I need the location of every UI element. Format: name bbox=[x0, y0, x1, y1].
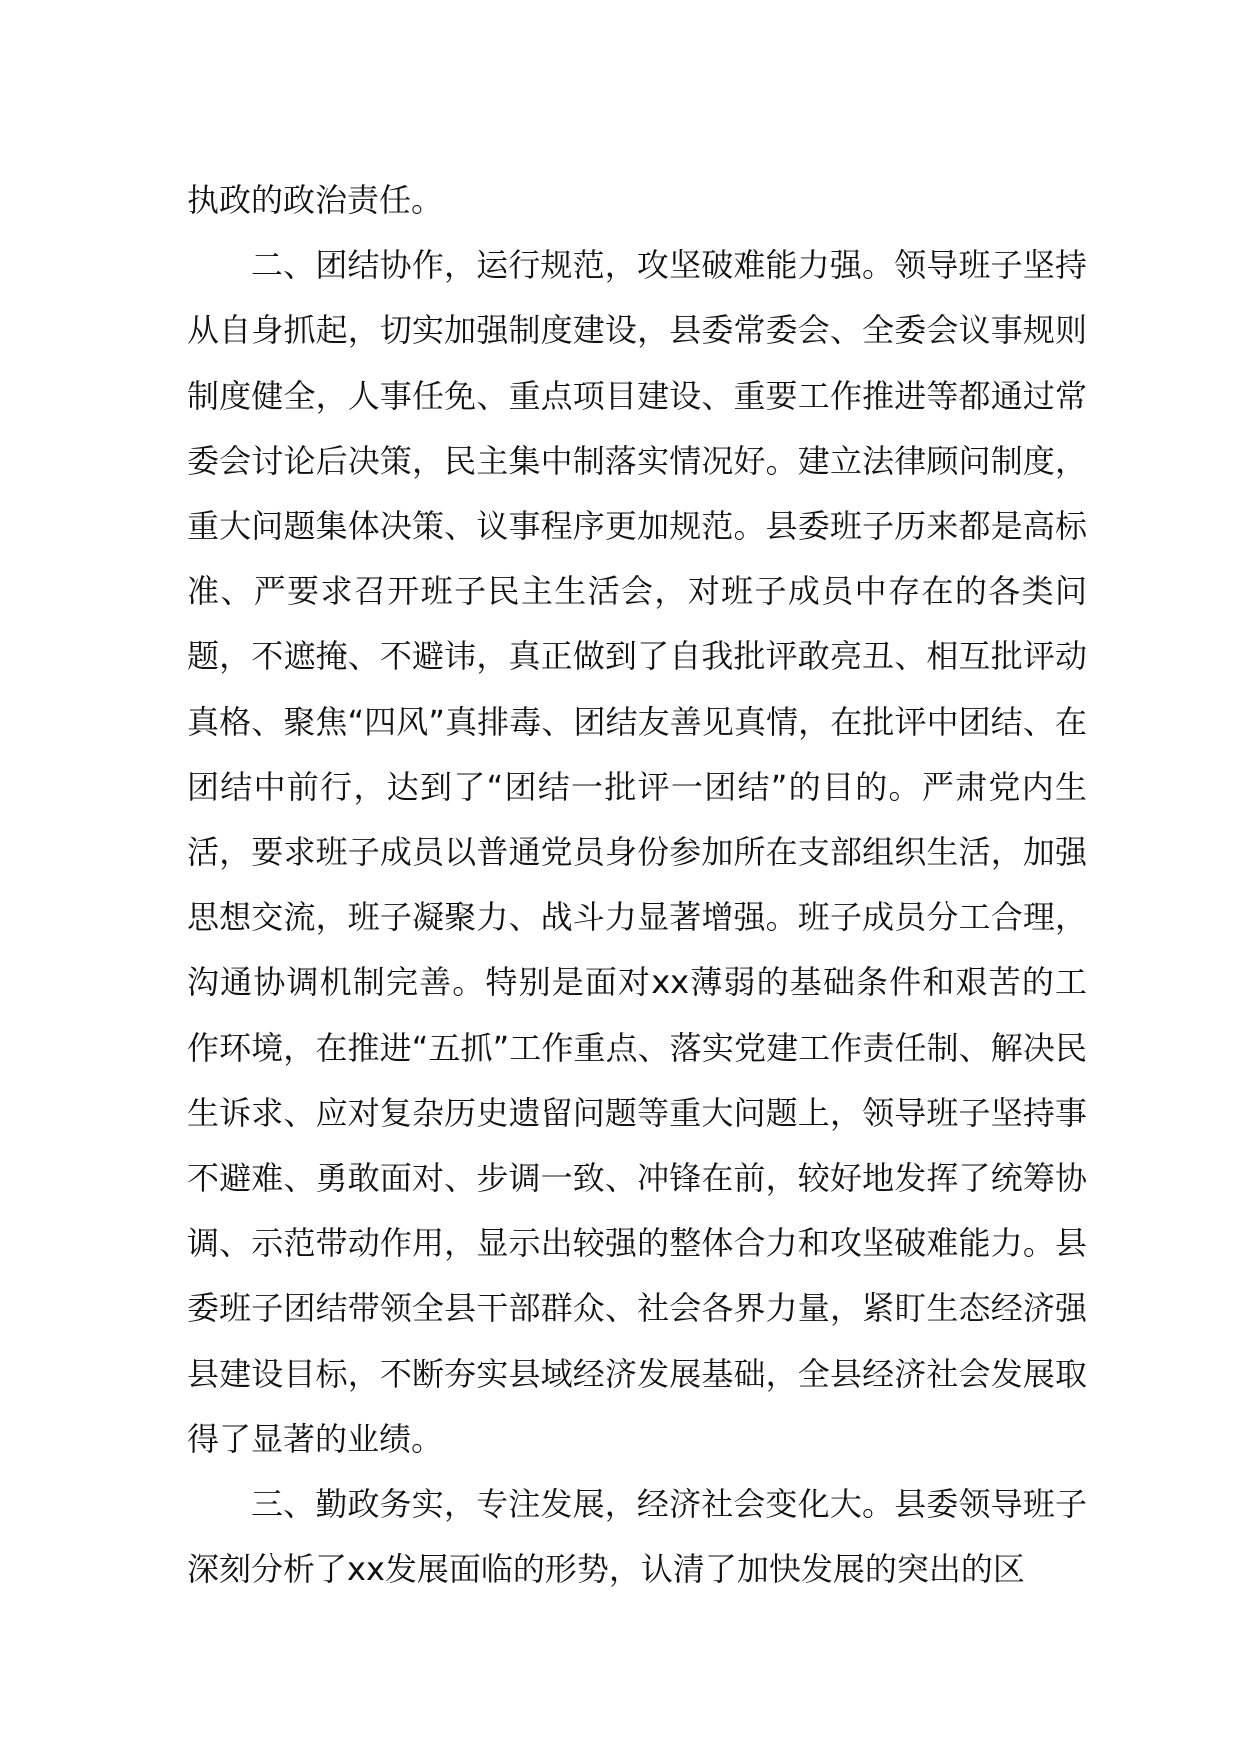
document-body bbox=[187, 168, 1087, 1602]
paragraph-section-two: 二、团结协作，运行规范，攻坚破难能力强。领导班子坚持从自身抓起，切实加强制度建设，县委常委会、全委会议事规则制度健全，人事任免、重点项目建设、重要工作推进等都通过常委会讨论后决策，民主集中制落实情况好。建立法律顾问制度，重大问题集体决策、议事程序更加规范。县委班子历来都是高标准、严要求召开班子民主生活会，对班子成员中存在的各类问题，不遮掩、不避讳，真正做到了自我批评敢亮丑、相互批评动真格、聚焦“四风”真排毒、团结友善见真情，在批评中团结、在团结中前行，达到了“团结一批评一团结”的目的。严肃党内生活，要求班子成员以普通党员身份参加所在支部组织生活，加强思想交流，班子凝聚力、战斗力显著增强。班子成员分工合理，沟通协调机制完善。特别是面对xx薄弱的基础条件和艰苦的工作环境，在推进“五抓”工作重点、落实党建工作责任制、解决民生诉求、应对复杂历史遗留问题等重大问题上，领导班子坚持事不避难、勇敢面对、步调一致、冲锋在前，较好地发挥了统筹协调、示范带动作用，显示出较强的整体合力和攻坚破难能力。县委班子团结带领全县干部群众、社会各界力量，紧盯生态经济强县建设目标，不断夯实县域经济发展基础，全县经济社会发展取得了显著的业绩。 bbox=[187, 246, 1087, 1458]
paragraph-continuation: 执政的政治责任。 bbox=[187, 181, 444, 219]
paragraph-section-three: 三、勤政务实，专注发展，经济社会变化大。县委领导班子深刻分析了xx发展面临的形势，认清了加快发展的突出的区 bbox=[187, 1485, 1087, 1589]
